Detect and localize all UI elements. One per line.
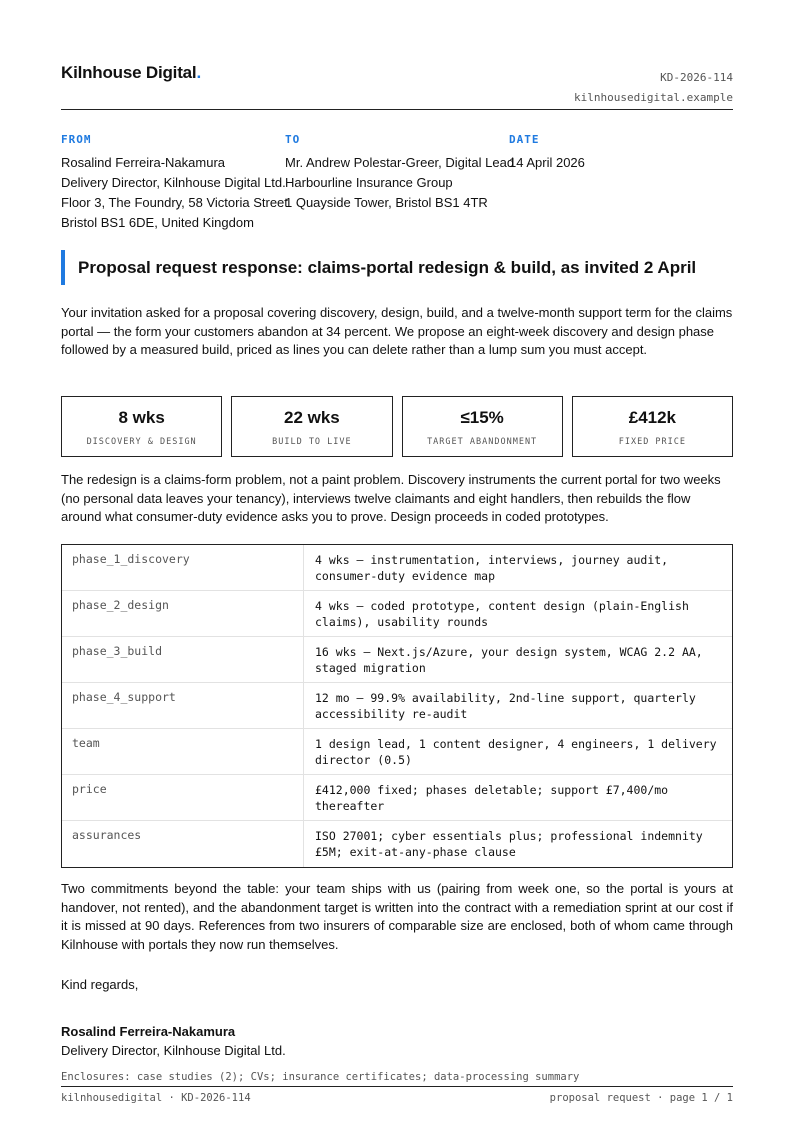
table-value: 12 mo — 99.9% availability, 2nd-line support, quarterly accessibility re-audit — [315, 691, 696, 721]
table-value: ISO 27001; cyber essentials plus; professional indemnity £5M; exit-at-any-phase clause — [315, 829, 703, 859]
table-key: phase_4_support — [62, 683, 304, 728]
to-line: 1 Quayside Tower, Bristol BS1 4TR — [285, 195, 488, 210]
stat-card — [231, 396, 392, 457]
from-line: Delivery Director, Kilnhouse Digital Ltd. — [61, 175, 286, 190]
stat-label: DISCOVERY & DESIGN — [86, 437, 197, 447]
reference-number: KD-2026-114 — [660, 71, 733, 84]
stat-label: TARGET ABANDONMENT — [427, 437, 538, 447]
table-key: price — [62, 775, 304, 820]
to-line: Mr. Andrew Polestar-Greer, Digital Lead — [285, 155, 515, 170]
proposal-table — [61, 544, 733, 868]
page-footer — [61, 1086, 733, 1104]
stat-value: 22 wks — [283, 408, 340, 427]
signature-role: Delivery Director, Kilnhouse Digital Ltd. — [61, 1043, 286, 1058]
table-row — [62, 591, 732, 637]
table-value: 16 wks — Next.js/Azure, your design system, WCAG 2.2 AA, staged migration — [315, 645, 703, 675]
table-row — [62, 821, 732, 867]
signature-name: Rosalind Ferreira-Nakamura — [61, 1024, 236, 1039]
to-column — [285, 133, 514, 213]
table-key: phase_1_discovery — [62, 545, 304, 590]
closing-paragraph: Two commitments beyond the table: your team ships with us (pairing from week one, so the portal is yours at handover, not rented), and the abandonment target is written into the contract with a remediation sprint at our cost if it is missed at 90 days. References from two insurers of comparable size are enclosed, both of whom came through Kilnhouse with portals they now run themselves. — [61, 881, 733, 953]
to-label: TO — [285, 133, 301, 146]
table-key: phase_2_design — [62, 591, 304, 636]
to-line: Harbourline Insurance Group — [285, 175, 453, 190]
brand-name: Kilnhouse Digital — [61, 63, 197, 82]
table-key: phase_3_build — [62, 637, 304, 682]
stat-card — [572, 396, 733, 457]
brand-dot: . — [196, 63, 201, 82]
stat-value: £412k — [628, 408, 677, 427]
table-row — [62, 637, 732, 683]
footer-right: proposal request · page 1 / 1 — [549, 1092, 733, 1104]
table-value: £412,000 fixed; phases deletable; support £7,400/mo thereafter — [315, 783, 669, 813]
stat-value: 8 wks — [118, 408, 165, 427]
table-row — [62, 683, 732, 729]
date-value: 14 April 2026 — [509, 155, 585, 170]
table-row — [62, 729, 732, 775]
stat-label: FIXED PRICE — [618, 437, 687, 447]
table-value: 1 design lead, 1 content designer, 4 engineers, 1 delivery director (0.5) — [315, 737, 717, 767]
table-key: assurances — [62, 821, 304, 867]
footer-left: kilnhousedigital · KD-2026-114 — [61, 1092, 251, 1104]
subject-callout — [61, 250, 733, 285]
brand-logo — [61, 63, 201, 83]
stat-card — [61, 396, 222, 457]
from-line: Floor 3, The Foundry, 58 Victoria Street — [61, 195, 288, 210]
signoff: Kind regards, — [61, 977, 139, 992]
from-column — [61, 133, 288, 233]
intro-paragraph: Your invitation asked for a proposal covering discovery, design, build, and a twelve-month support term for the claims portal — the form your customers abandon at 34 percent. We propose an eight-week discovery and design phase followed by a measured build, priced as lines you can delete rather than a lump sum you must accept. — [61, 305, 733, 358]
date-column — [509, 133, 585, 173]
table-value: 4 wks — instrumentation, interviews, journey audit, consumer-duty evidence map — [315, 553, 669, 583]
table-key: team — [62, 729, 304, 774]
website-link[interactable]: kilnhousedigital.example — [574, 91, 733, 104]
stat-value: ≤15% — [460, 408, 504, 427]
subject-heading: Proposal request response: claims-portal redesign & build, as invited 2 April — [78, 258, 697, 277]
enclosures-note: Enclosures: case studies (2); CVs; insurance certificates; data-processing summary — [61, 1071, 580, 1083]
stat-card — [402, 396, 563, 457]
letterhead — [61, 60, 733, 110]
table-row — [62, 545, 732, 591]
stats-row — [61, 396, 733, 457]
body-paragraph: The redesign is a claims-form problem, not a paint problem. Discovery instruments the current portal for two weeks (no personal data leaves your tenancy), interviews twelve claimants and eight handlers, then rebuilds the flow around what consumer-duty evidence asks you to prove. Design proceeds in coded prototypes. — [61, 472, 721, 525]
from-line: Bristol BS1 6DE, United Kingdom — [61, 215, 254, 230]
stat-label: BUILD TO LIVE — [272, 437, 352, 447]
from-line: Rosalind Ferreira-Nakamura — [61, 155, 225, 170]
date-label: DATE — [509, 133, 540, 146]
from-label: FROM — [61, 133, 92, 146]
reference-block — [574, 68, 733, 108]
table-row — [62, 775, 732, 821]
table-value: 4 wks — coded prototype, content design (plain-English claims), usability rounds — [315, 599, 689, 629]
